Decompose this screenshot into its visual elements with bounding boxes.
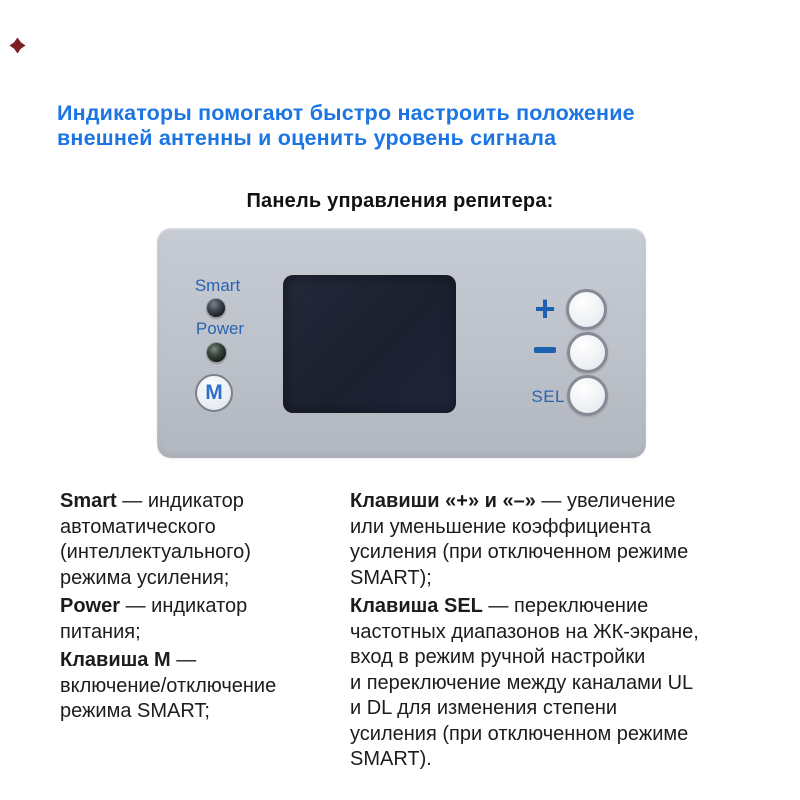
description-line: включение/отключение bbox=[60, 674, 277, 697]
term-plus-minus: Клавиши «+» и «–» bbox=[350, 490, 536, 512]
page-title-line1: Индикаторы помогают быстро настроить положение bbox=[57, 101, 635, 125]
minus-button bbox=[567, 332, 608, 373]
description-column-right bbox=[350, 489, 760, 776]
description-column-left bbox=[60, 489, 310, 728]
description-smart bbox=[60, 489, 310, 591]
plus-sign-label: + bbox=[534, 288, 556, 329]
description-line: SMART). bbox=[350, 748, 432, 770]
mode-m-button bbox=[195, 374, 233, 412]
term-sel-rest: — переключение bbox=[482, 595, 649, 617]
term-power: Power bbox=[60, 595, 121, 617]
power-led-indicator bbox=[206, 342, 227, 363]
minus-sign-label bbox=[534, 347, 556, 353]
term-power-rest: — индикатор bbox=[120, 595, 248, 617]
panel-section-title: Панель управления репитера: bbox=[246, 190, 554, 212]
description-line: усиления (при отключенном режиме bbox=[350, 541, 689, 563]
sel-button bbox=[567, 375, 608, 416]
red-logo-mark-icon bbox=[9, 37, 26, 54]
description-line: и DL для изменения степени bbox=[350, 697, 618, 719]
description-power bbox=[60, 594, 310, 645]
description-line: частотных диапазонов на ЖК-экране, bbox=[350, 620, 699, 643]
description-line: SMART); bbox=[350, 566, 432, 589]
power-indicator-label: Power bbox=[195, 319, 245, 338]
term-m-key: Клавиша M bbox=[60, 649, 171, 671]
description-line: питания; bbox=[60, 620, 141, 643]
description-line: и переключение между каналами UL bbox=[350, 671, 694, 694]
term-smart: Smart bbox=[60, 490, 117, 512]
description-line: или уменьшение коэффициента bbox=[350, 515, 651, 538]
description-sel-key bbox=[350, 594, 760, 773]
term-plus-minus-rest: — увеличение bbox=[535, 490, 676, 512]
description-plus-minus-keys bbox=[350, 489, 760, 591]
description-line: усиления (при отключенном режиме bbox=[350, 722, 689, 745]
description-line: режима SMART; bbox=[60, 700, 210, 722]
description-line: вход в режим ручной настройки bbox=[350, 646, 646, 668]
lcd-screen bbox=[283, 275, 456, 413]
description-line: (интеллектуального) bbox=[60, 541, 251, 563]
page-title-line2: внешней антенны и оценить уровень сигнала bbox=[57, 126, 557, 150]
smart-led-indicator bbox=[206, 298, 226, 318]
description-line: автоматического bbox=[60, 515, 216, 538]
term-smart-rest: — индикатор bbox=[116, 490, 244, 512]
term-m-key-rest: — bbox=[170, 649, 197, 671]
m-button-letter: M bbox=[205, 381, 223, 404]
repeater-control-panel bbox=[157, 228, 646, 458]
page-title bbox=[57, 101, 717, 151]
term-sel: Клавиша SEL bbox=[350, 595, 483, 617]
description-line: режима усиления; bbox=[60, 566, 230, 589]
description-m-key bbox=[60, 648, 310, 725]
sel-button-label: SEL bbox=[531, 387, 565, 406]
smart-indicator-label: Smart bbox=[194, 276, 241, 295]
plus-button bbox=[566, 289, 607, 330]
